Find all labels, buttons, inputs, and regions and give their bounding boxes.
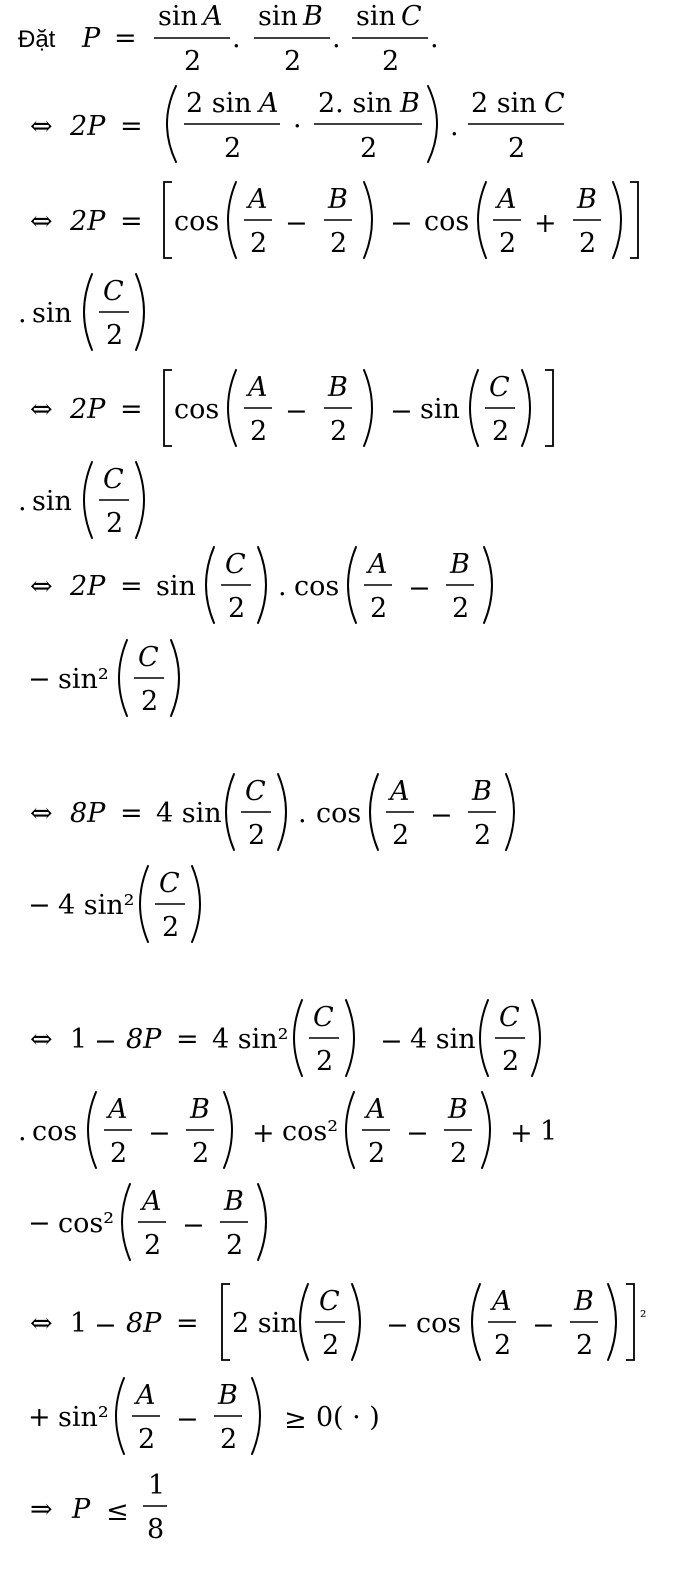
line-6 xyxy=(18,462,144,539)
var-A: A xyxy=(108,1094,128,1125)
denominator-2: 2 xyxy=(322,1330,340,1361)
denominator-2: 2 xyxy=(110,1138,128,1169)
var-A: A xyxy=(203,1,223,32)
denominator-2: 2 xyxy=(579,228,597,259)
paren-right xyxy=(613,182,621,258)
paren-left xyxy=(140,866,148,942)
fn-cos: cos xyxy=(174,206,220,237)
paren-right xyxy=(346,1000,354,1076)
paren-left xyxy=(167,86,176,162)
denominator-2: 2 xyxy=(184,46,202,77)
denominator-2: 2 xyxy=(162,912,180,943)
minus-sign: − xyxy=(406,1118,429,1149)
iff-sign: ⇔ xyxy=(30,1024,53,1055)
number-0: 0 xyxy=(316,1402,334,1433)
var-A: A xyxy=(497,184,517,215)
term-8P: 8P xyxy=(126,1024,162,1055)
equals-sign: = xyxy=(176,1024,199,1055)
denominator-2: 2 xyxy=(508,133,526,164)
paren-left xyxy=(294,1000,302,1076)
minus-sign: − xyxy=(408,573,431,604)
fn-cos-squared: cos² xyxy=(282,1116,339,1147)
paren-right xyxy=(258,1184,266,1260)
denominator-2: 2 xyxy=(576,1330,594,1361)
exponent-2: ² xyxy=(640,1307,647,1326)
minus-sign: − xyxy=(28,890,51,921)
denominator-2: 2 xyxy=(330,416,348,447)
iff-sign: ⇔ xyxy=(30,111,53,142)
equals-sign: = xyxy=(120,394,143,425)
iff-sign: ⇔ xyxy=(30,1308,53,1339)
minus-sign: − xyxy=(380,1026,403,1057)
minus-sign: − xyxy=(28,664,51,695)
minus-sign: − xyxy=(285,396,308,427)
dot-leader: . xyxy=(18,1116,27,1147)
fn-sin: sin xyxy=(420,394,460,425)
denominator-2: 2 xyxy=(106,508,124,539)
line-15 xyxy=(28,1378,380,1455)
term-2P: 2P xyxy=(70,111,106,142)
minus-sign: − xyxy=(430,800,453,831)
paren-right xyxy=(484,547,492,623)
ge-sign: ≥ xyxy=(284,1404,307,1435)
paren-left xyxy=(122,1184,130,1260)
paren-right xyxy=(522,370,530,446)
minus-sign: − xyxy=(285,208,308,239)
dot-operator: . xyxy=(232,23,241,54)
fn-cos: cos xyxy=(316,798,362,829)
denominator-2: 2 xyxy=(494,1330,512,1361)
var-A: A xyxy=(248,184,268,215)
var-C: C xyxy=(159,868,180,899)
var-B: B xyxy=(448,1094,468,1125)
paren-left xyxy=(346,1092,354,1168)
var-C: C xyxy=(245,776,266,807)
paren-right xyxy=(192,866,200,942)
var-A: A xyxy=(492,1286,512,1317)
var-A: A xyxy=(136,1380,156,1411)
line-10 xyxy=(28,866,200,943)
denominator-2: 2 xyxy=(224,133,242,164)
minus-sign: − xyxy=(148,1118,171,1149)
bracket-right xyxy=(626,1284,634,1360)
denominator-2: 2 xyxy=(330,228,348,259)
paren-left xyxy=(206,547,214,623)
var-A: A xyxy=(142,1186,162,1217)
denominator-2: 2 xyxy=(370,593,388,624)
line-3 xyxy=(30,182,638,259)
paren-right xyxy=(506,774,514,850)
term-2P: 2P xyxy=(70,571,106,602)
denominator-2: 2 xyxy=(248,820,266,851)
fn-cos-squared: cos² xyxy=(58,1208,115,1239)
coeff-sin: 4 sin xyxy=(156,798,222,829)
denominator-2: 2 xyxy=(492,416,510,447)
le-sign: ≤ xyxy=(106,1496,129,1527)
paren-right xyxy=(608,1284,616,1360)
iff-sign: ⇔ xyxy=(30,571,53,602)
paren-right xyxy=(136,462,144,538)
equals-sign: = xyxy=(120,571,143,602)
paren-left xyxy=(84,462,92,538)
denominator-2: 2 xyxy=(284,46,302,77)
fn-cos: cos xyxy=(174,394,220,425)
denominator-2: 2 xyxy=(382,46,400,77)
intro-word: Đặt xyxy=(18,26,56,53)
iff-sign: ⇔ xyxy=(30,206,53,237)
denominator-2: 2 xyxy=(144,1230,162,1261)
var-C: C xyxy=(138,642,159,673)
number-1: 1 xyxy=(540,1116,558,1147)
var-A: A xyxy=(248,372,268,403)
line-16 xyxy=(30,1470,167,1545)
denominator-2: 2 xyxy=(250,228,268,259)
denominator-2: 2 xyxy=(360,133,378,164)
denominator-2: 2 xyxy=(392,820,410,851)
var-B: B xyxy=(328,372,348,403)
paren-left xyxy=(348,547,356,623)
paren-right xyxy=(364,182,372,258)
paren-left xyxy=(300,1284,308,1360)
var-C: C xyxy=(319,1286,340,1317)
plus-sign: + xyxy=(510,1118,533,1149)
minus-sign: − xyxy=(176,1404,199,1435)
var-B: B xyxy=(450,549,470,580)
plus-sign: + xyxy=(28,1402,51,1433)
var-C: C xyxy=(544,88,565,119)
denominator-2: 2 xyxy=(316,1046,334,1077)
bracket-left xyxy=(222,1284,230,1360)
line-13 xyxy=(28,1184,266,1261)
denominator-2: 2 xyxy=(474,820,492,851)
paren-right xyxy=(258,547,266,623)
denominator-2: 2 xyxy=(138,1424,156,1455)
denominator-2: 2 xyxy=(228,593,246,624)
term-8P: 8P xyxy=(126,1308,162,1339)
var-B: B xyxy=(400,88,420,119)
coeff-sin: 4 sin xyxy=(410,1024,476,1055)
coeff-sin: 2 sin xyxy=(186,88,252,119)
fn-cos: cos xyxy=(294,571,340,602)
denominator-2: 2 xyxy=(106,320,124,351)
coeff-sin: 2 sin xyxy=(232,1308,298,1339)
var-A: A xyxy=(390,776,410,807)
paren-right xyxy=(352,1284,360,1360)
line-9 xyxy=(30,774,514,851)
fn-cos: cos xyxy=(424,206,470,237)
line-11 xyxy=(30,1000,540,1077)
number-1: 1 xyxy=(70,1024,88,1055)
paren-right xyxy=(532,1000,540,1076)
var-C: C xyxy=(499,1002,520,1033)
denominator-2: 2 xyxy=(220,1424,238,1455)
bracket-left xyxy=(164,370,172,446)
var-A: A xyxy=(259,88,279,119)
var-A: A xyxy=(368,549,388,580)
paren-left xyxy=(228,370,236,446)
fn-sin: sin xyxy=(356,1,396,32)
line-8 xyxy=(28,640,179,717)
coeff-sin-squared: 4 sin² xyxy=(212,1024,289,1055)
implies-sign: ⇒ xyxy=(30,1494,53,1525)
minus-sign: − xyxy=(532,1310,555,1341)
plus-sign: + xyxy=(534,208,557,239)
paren-right xyxy=(482,1092,490,1168)
denominator-2: 2 xyxy=(141,686,159,717)
var-C: C xyxy=(313,1002,334,1033)
equals-sign: = xyxy=(120,111,143,142)
var-B: B xyxy=(328,184,348,215)
var-P: P xyxy=(82,23,101,54)
coeff-sin-squared: 4 sin² xyxy=(58,890,135,921)
dot-operator: . xyxy=(298,798,307,829)
minus-sign: − xyxy=(28,1208,51,1239)
paren-left xyxy=(480,1000,488,1076)
line-2 xyxy=(30,86,565,164)
bracket-right xyxy=(630,182,638,258)
denominator-2: 2 xyxy=(226,1230,244,1261)
var-B: B xyxy=(577,184,597,215)
paren-right xyxy=(252,1378,260,1454)
term-2P: 2P xyxy=(70,206,106,237)
paren-left xyxy=(478,182,486,258)
var-C: C xyxy=(103,464,124,495)
var-C: C xyxy=(489,372,510,403)
dot-leader: . xyxy=(18,298,27,329)
var-B: B xyxy=(218,1380,238,1411)
paren-left xyxy=(370,774,378,850)
denominator-2: 2 xyxy=(499,228,517,259)
number-1: 1 xyxy=(70,1308,88,1339)
minus-sign: − xyxy=(182,1210,205,1241)
denominator-8: 8 xyxy=(147,1514,165,1545)
var-B: B xyxy=(224,1186,244,1217)
var-A: A xyxy=(366,1094,386,1125)
fn-cos: cos xyxy=(32,1116,78,1147)
denominator-2: 2 xyxy=(368,1138,386,1169)
var-C: C xyxy=(401,1,422,32)
plus-sign: + xyxy=(252,1118,275,1149)
fn-sin-squared: sin² xyxy=(58,1402,109,1433)
fn-sin: sin xyxy=(156,571,196,602)
paren-left xyxy=(228,182,236,258)
dot-leader: . xyxy=(18,486,27,517)
var-B: B xyxy=(303,1,323,32)
line-7 xyxy=(30,547,492,624)
var-P: P xyxy=(72,1494,91,1525)
var-B: B xyxy=(190,1094,210,1125)
paren-right xyxy=(171,640,179,716)
var-C: C xyxy=(225,549,246,580)
fn-sin: sin xyxy=(32,298,72,329)
paren-right xyxy=(136,274,144,350)
equals-sign: = xyxy=(114,23,137,54)
bracket-right xyxy=(545,370,553,446)
paren-left xyxy=(226,774,234,850)
paren-right xyxy=(428,86,437,162)
denominator-2: 2 xyxy=(250,416,268,447)
fn-sin: sin xyxy=(258,1,298,32)
minus-sign: − xyxy=(386,1310,409,1341)
iff-sign: ⇔ xyxy=(30,798,53,829)
denominator-2: 2 xyxy=(502,1046,520,1077)
minus-sign: − xyxy=(390,208,413,239)
var-C: C xyxy=(103,276,124,307)
cdot-operator: · xyxy=(293,111,302,142)
denominator-2: 2 xyxy=(450,1138,468,1169)
star-label: ( · ) xyxy=(333,1402,380,1433)
numerator-1: 1 xyxy=(148,1470,166,1501)
minus-sign: − xyxy=(94,1026,117,1057)
equals-sign: = xyxy=(120,206,143,237)
coeff-sin: 2 sin xyxy=(471,88,537,119)
paren-right xyxy=(224,1092,232,1168)
paren-left xyxy=(470,370,478,446)
paren-left xyxy=(88,1092,96,1168)
bracket-left xyxy=(164,182,172,258)
minus-sign: − xyxy=(94,1310,117,1341)
iff-sign: ⇔ xyxy=(30,394,53,425)
denominator-2: 2 xyxy=(192,1138,210,1169)
coeff-sin: 2. sin xyxy=(318,88,393,119)
dot-operator: . xyxy=(430,23,439,54)
equals-sign: = xyxy=(120,798,143,829)
line-4 xyxy=(18,274,144,351)
paren-left xyxy=(472,1284,480,1360)
line-1-definition xyxy=(18,1,439,77)
line-5 xyxy=(30,370,553,447)
denominator-2: 2 xyxy=(452,593,470,624)
term-2P: 2P xyxy=(70,394,106,425)
fn-sin-squared: sin² xyxy=(58,664,109,695)
paren-left xyxy=(119,640,127,716)
fn-sin: sin xyxy=(32,486,72,517)
paren-right xyxy=(278,774,286,850)
term-8P: 8P xyxy=(70,798,106,829)
line-14 xyxy=(30,1284,646,1361)
minus-sign: − xyxy=(390,396,413,427)
paren-left xyxy=(84,274,92,350)
line-12 xyxy=(18,1092,557,1169)
equals-sign: = xyxy=(176,1308,199,1339)
dot-operator: . xyxy=(450,111,459,142)
paren-right xyxy=(364,370,372,446)
var-B: B xyxy=(574,1286,594,1317)
fn-cos: cos xyxy=(416,1308,462,1339)
dot-operator: . xyxy=(332,23,341,54)
paren-left xyxy=(116,1378,124,1454)
fn-sin: sin xyxy=(158,1,198,32)
dot-operator: . xyxy=(278,571,287,602)
var-B: B xyxy=(472,776,492,807)
